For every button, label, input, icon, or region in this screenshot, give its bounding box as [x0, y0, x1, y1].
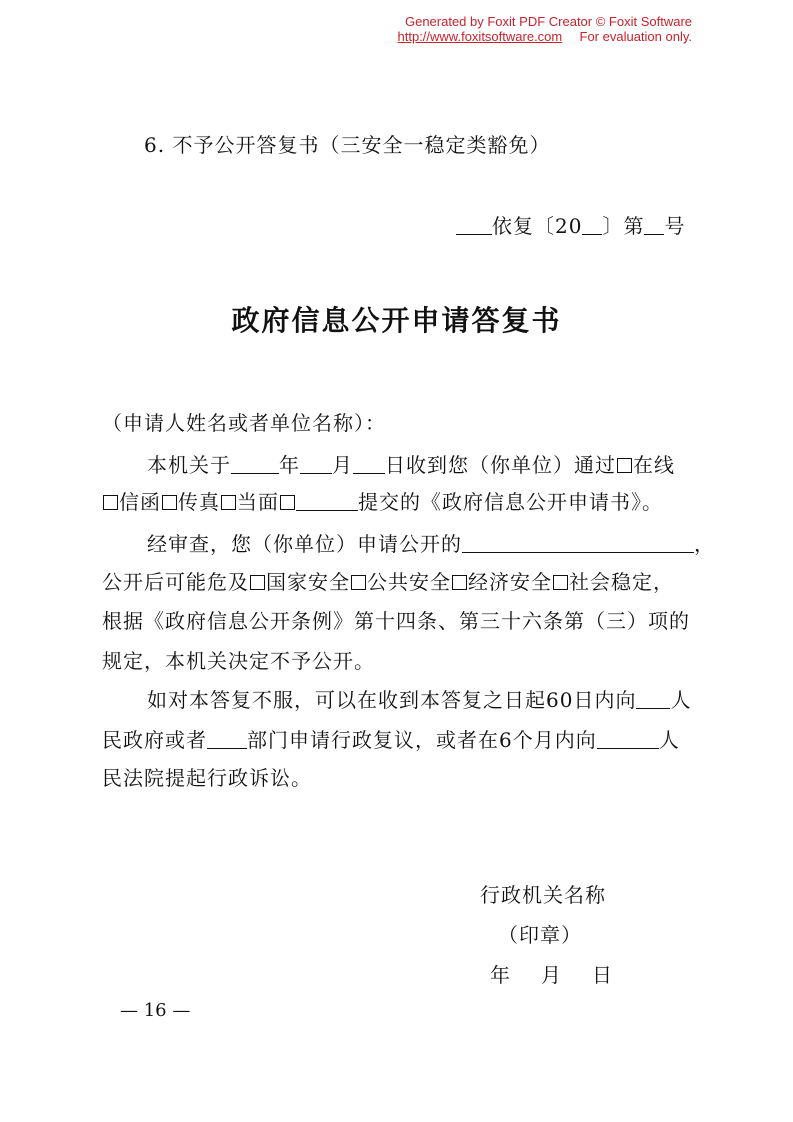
blank-number[interactable] [644, 216, 664, 235]
checkbox-social-stability[interactable] [553, 575, 568, 590]
blank-receive-month[interactable] [300, 455, 332, 474]
checkbox-letter[interactable] [103, 495, 118, 510]
blank-government[interactable] [636, 690, 670, 709]
checkbox-online[interactable] [617, 458, 632, 473]
document-number: 依复〔20 〕第 号 [456, 213, 685, 239]
watermark-line-2 [398, 29, 692, 44]
paragraph-3-line-1: 如对本答复不服，可以在收到本答复之日起60日内向 人 [147, 688, 692, 712]
paragraph-2-line-2: 公开后可能危及 国家安全 公共安全 经济安全 社会稳定， [102, 570, 674, 594]
blank-other-method[interactable] [296, 492, 358, 511]
watermark-link[interactable]: http://www.foxitsoftware.com [397, 29, 563, 44]
checkbox-economic-security[interactable] [452, 575, 467, 590]
paragraph-2-line-3: 根据《政府信息公开条例》第十四条、第三十六条第（三）项的 [102, 609, 690, 633]
signature-seal: （印章） [498, 923, 582, 947]
signature-org-name: 行政机关名称 [480, 883, 606, 907]
paragraph-3-line-2: 民政府或者 部门申请行政复议，或者在6个月内向 人 [102, 728, 680, 752]
page-number: — 16 — [120, 1000, 191, 1021]
addressee: （申请人姓名或者单位名称）： [102, 411, 386, 435]
page-title: 政府信息公开申请答复书 [231, 304, 562, 337]
watermark-note: For evaluation only. [579, 29, 692, 44]
checkbox-in-person[interactable] [221, 495, 236, 510]
checkbox-public-security[interactable] [351, 575, 366, 590]
watermark-line-1: Generated by Foxit PDF Creator © Foxit Software [404, 14, 692, 29]
blank-year[interactable] [582, 216, 602, 235]
blank-receive-year[interactable] [231, 455, 279, 474]
blank-department[interactable] [207, 730, 247, 749]
paragraph-3-line-3: 民法院提起行政诉讼。 [102, 766, 312, 790]
checkbox-national-security[interactable] [250, 575, 265, 590]
checkbox-other[interactable] [280, 495, 295, 510]
section-heading: 6. 不予公开答复书（三安全一稳定类豁免） [144, 133, 551, 157]
checkbox-fax[interactable] [162, 495, 177, 510]
paragraph-2-line-1: 经审查，您（你单位）申请公开的 ， [147, 532, 715, 556]
paragraph-2-line-4: 规定，本机关决定不予公开。 [102, 649, 375, 673]
signature-date: 年 月 日 [490, 963, 613, 987]
blank-receive-day[interactable] [353, 455, 385, 474]
paragraph-1-line-2: 信函 传真 当面 提交的《政府信息公开申请书》。 [102, 489, 663, 515]
paragraph-1-line-1: 本机关于 年 月 日收到您（你单位）通过 在线 [147, 453, 675, 477]
blank-org-prefix[interactable] [456, 216, 492, 235]
blank-requested-info[interactable] [462, 534, 694, 553]
blank-court[interactable] [597, 730, 659, 749]
